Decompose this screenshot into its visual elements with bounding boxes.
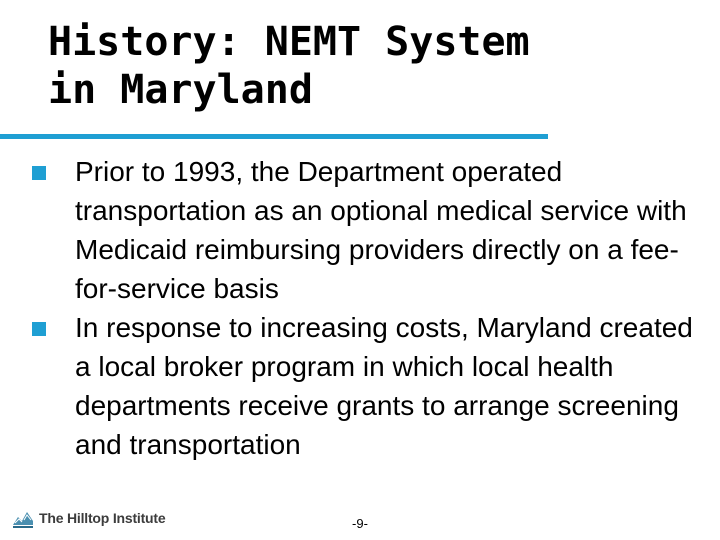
slide-title-line-2: in Maryland — [48, 67, 313, 113]
hilltop-logo-icon — [12, 507, 34, 529]
bullet-item — [30, 152, 710, 308]
hilltop-institute-logo — [12, 506, 165, 530]
title-underline-rule — [0, 134, 548, 139]
bullet-text: Prior to 1993, the Department operated transportation as an optional medical service with Medicaid reimbursing providers directly on a fee-for-service basis — [75, 156, 687, 304]
square-bullet-icon — [32, 166, 46, 180]
bullet-text: In response to increasing costs, Maryland created a local broker program in which local health departments receive grants to arrange screening and transportation — [75, 312, 693, 460]
page-number: -9- — [352, 516, 368, 531]
slide-title — [48, 18, 530, 114]
bullet-item — [30, 308, 710, 464]
slide-title-line-1: History: NEMT System — [48, 19, 530, 65]
square-bullet-icon — [32, 322, 46, 336]
bullet-list — [30, 152, 710, 464]
logo-text: The Hilltop Institute — [39, 510, 166, 526]
